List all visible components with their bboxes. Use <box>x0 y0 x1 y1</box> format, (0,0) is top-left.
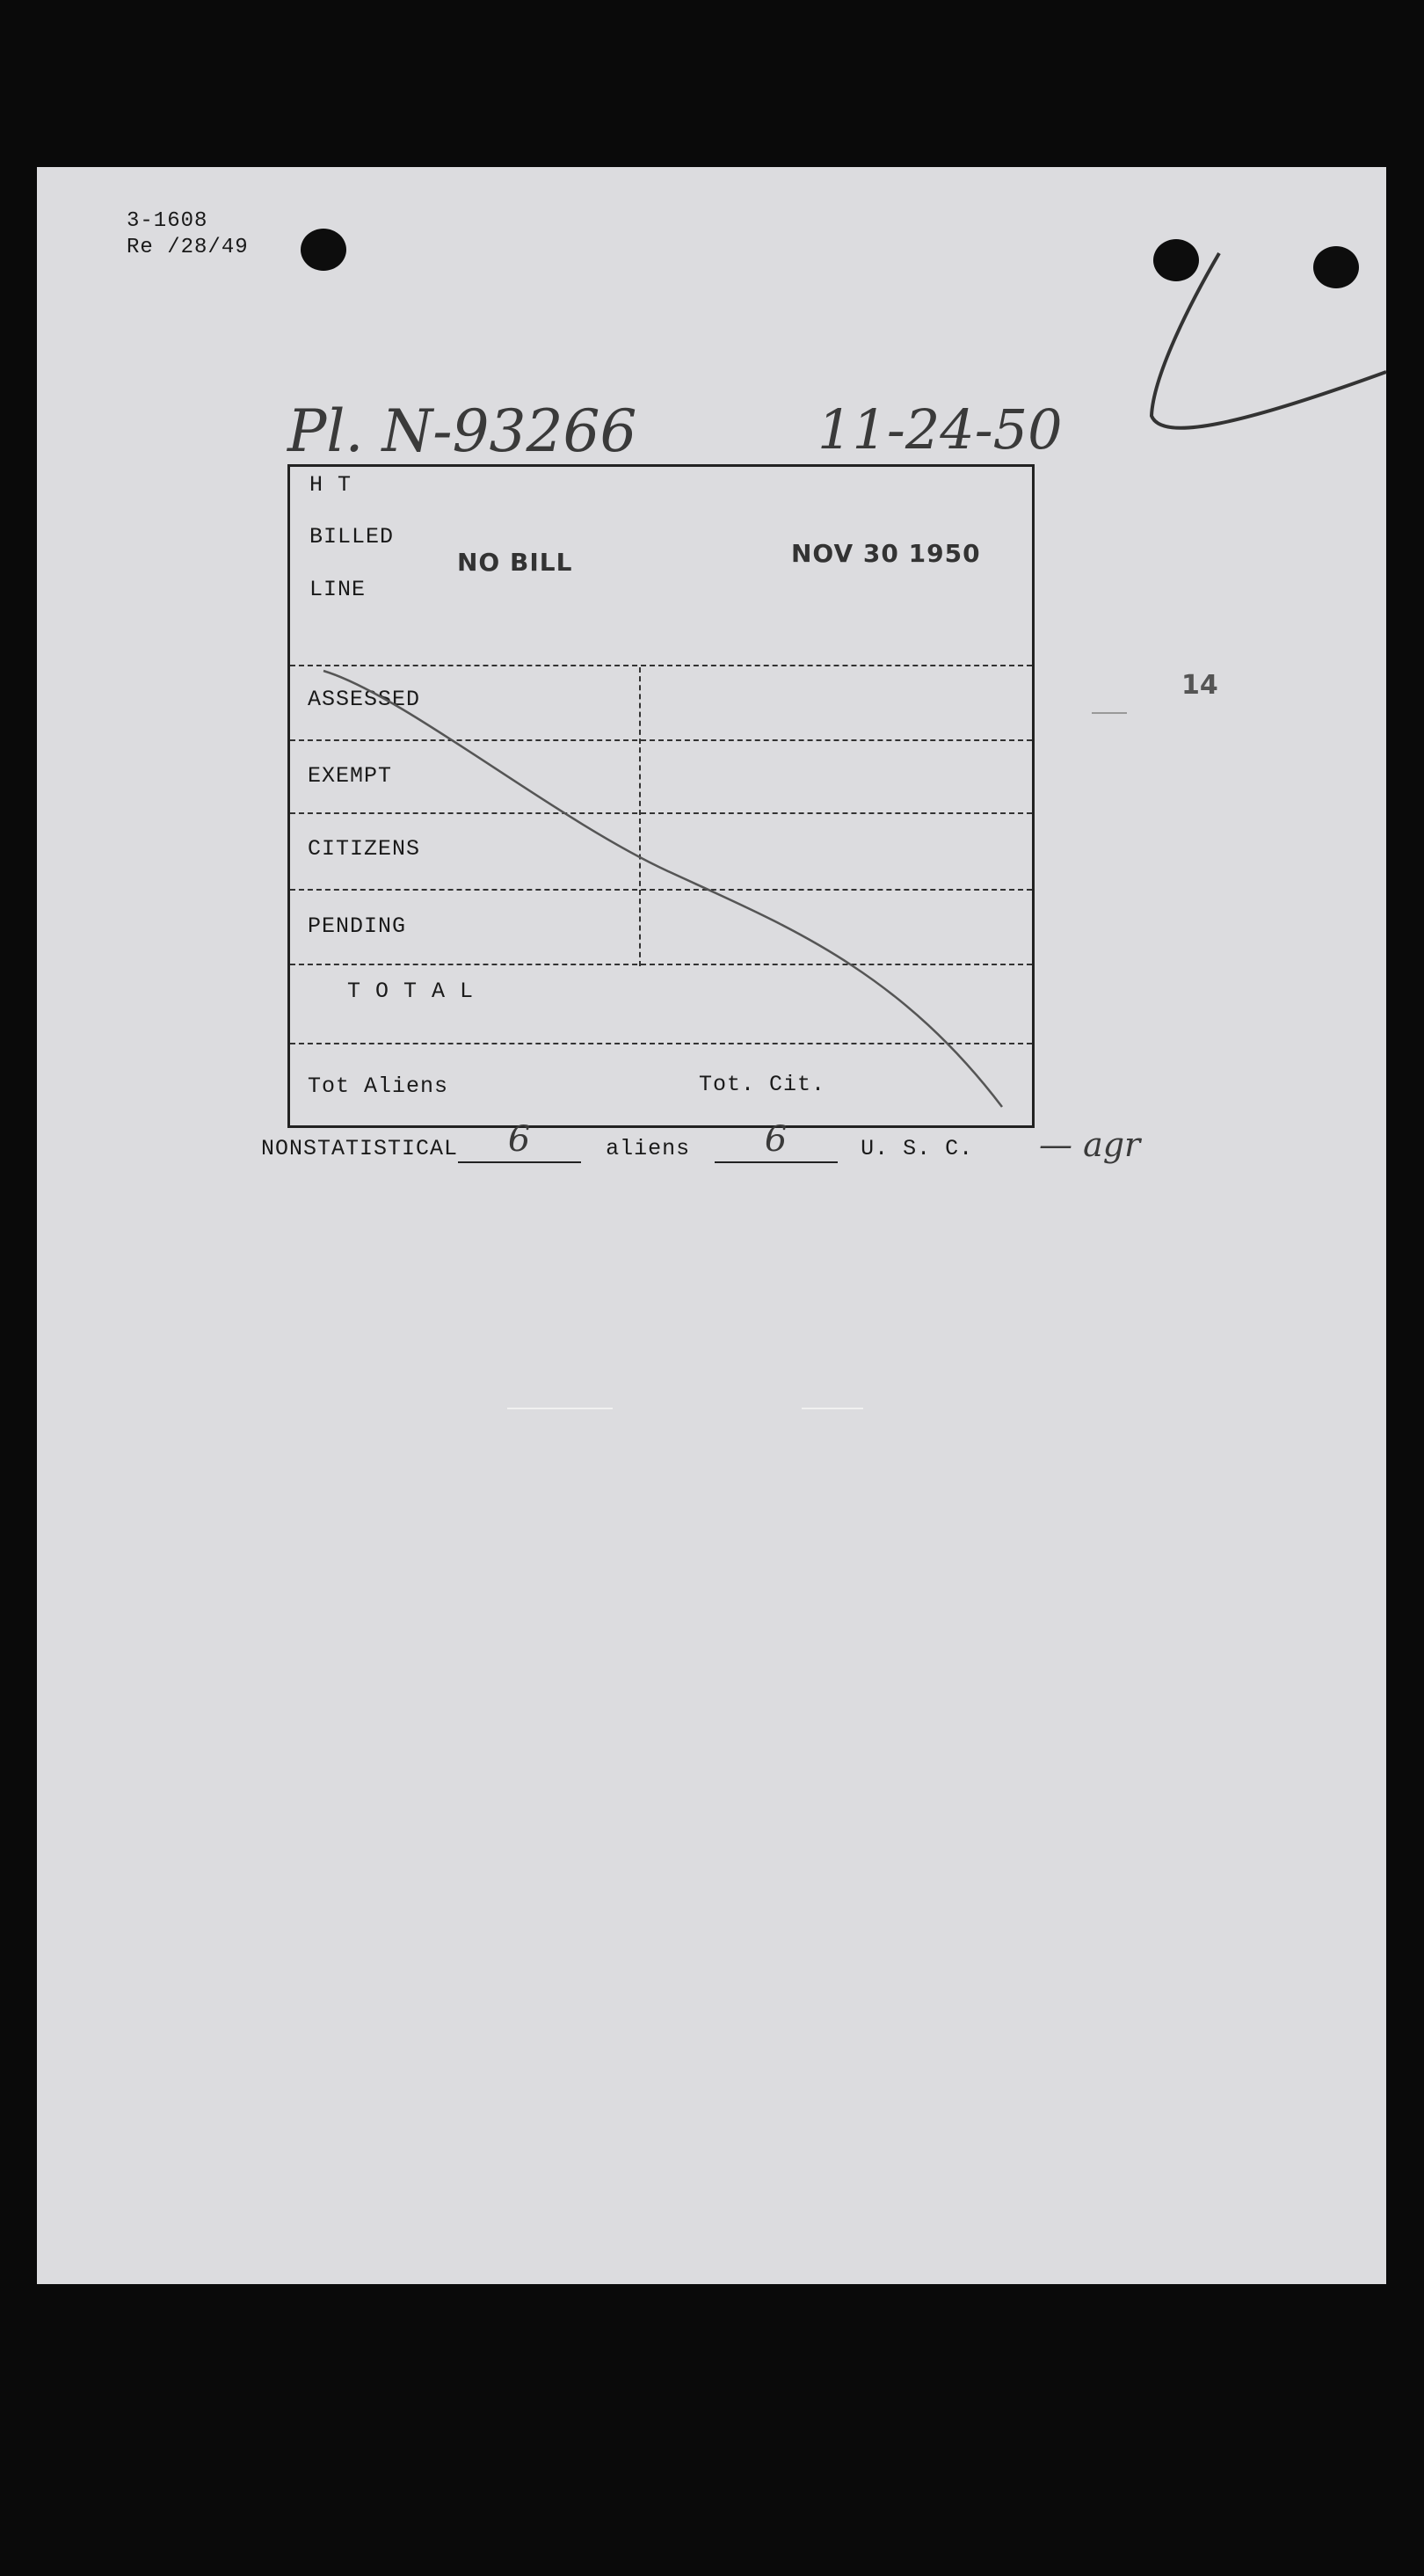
initials: — agr <box>1039 1125 1141 1164</box>
exempt-label: EXEMPT <box>308 763 393 789</box>
handwritten-date: 11-24-50 <box>817 397 1063 462</box>
assessed-label: ASSESSED <box>308 687 421 712</box>
document-page <box>37 167 1386 2284</box>
strike-through-line <box>290 467 1037 1131</box>
nonstatistical-label: NONSTATISTICAL <box>261 1136 459 1161</box>
no-bill-stamp: NO BILL <box>457 548 573 577</box>
citizens-label: CITIZENS <box>308 836 421 862</box>
smudge-line <box>507 1408 613 1409</box>
ht-label: H T <box>309 472 352 498</box>
billed-label: BILLED <box>309 524 395 549</box>
punch-hole-left <box>301 229 346 271</box>
tot-aliens-label: Tot Aliens <box>308 1073 449 1099</box>
tot-cit-label: Tot. Cit. <box>699 1072 826 1097</box>
usc-label: U. S. C. <box>861 1136 974 1161</box>
date-stamp: NOV 30 1950 <box>791 539 981 568</box>
pending-label: PENDING <box>308 913 407 939</box>
smudge-line <box>802 1408 863 1409</box>
reference-number: Pl. N-93266 <box>287 397 637 465</box>
side-dash <box>1092 712 1127 714</box>
nonstatistical-line <box>261 1119 974 1163</box>
pencil-mark-top-right <box>1136 244 1391 455</box>
side-number: 14 <box>1181 670 1218 701</box>
usc-count-field <box>715 1119 838 1163</box>
total-label: T O T A L <box>347 979 475 1004</box>
aliens-label: aliens <box>606 1136 691 1161</box>
usc-count-value: 6 <box>764 1119 788 1160</box>
tally-form <box>287 464 1035 1128</box>
aliens-count-field <box>458 1119 581 1163</box>
form-number: 3-1608 <box>127 209 208 233</box>
aliens-count-value: 6 <box>507 1119 532 1160</box>
line-label: LINE <box>309 577 367 602</box>
form-revision: Re /28/49 <box>127 236 249 259</box>
